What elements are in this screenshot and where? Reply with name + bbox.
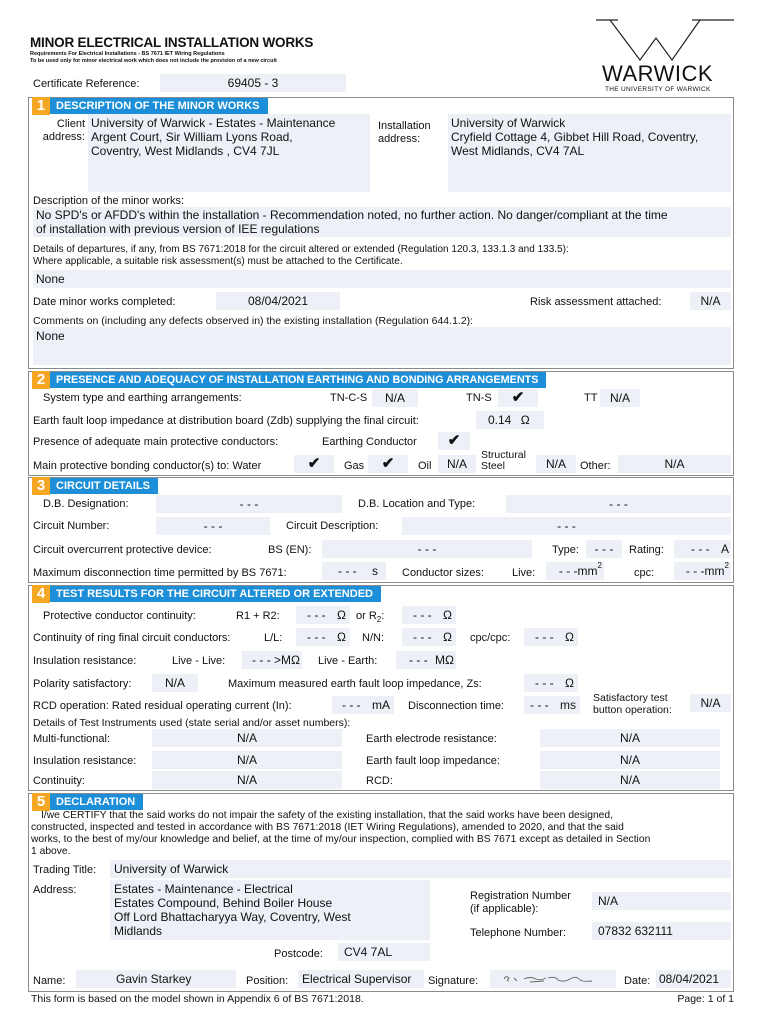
live-earth-value: - - - xyxy=(409,653,428,667)
live-live-label: Live - Live: xyxy=(172,655,226,667)
zdb-label: Earth fault loop impedance at distribution board (Zdb) supplying the final circuit: xyxy=(33,415,419,427)
client-label-line-2: address: xyxy=(42,131,85,143)
live-live-value: - - - > xyxy=(252,653,282,667)
cpc-size-field[interactable] xyxy=(674,562,731,580)
declaration-address-field[interactable] xyxy=(110,880,430,940)
or-r2-subscript: 2 xyxy=(376,615,382,625)
water-label: Water xyxy=(232,460,262,472)
bsen-label: BS (EN): xyxy=(268,544,312,556)
ll-label: L/L: xyxy=(264,632,283,644)
max-disconnection-label: Maximum disconnection time permitted by BS 7671: xyxy=(33,567,287,579)
water-checkbox[interactable]: ✔ xyxy=(294,455,334,473)
bsen-field[interactable]: - - - xyxy=(322,540,532,558)
test-instruments-label: Details of Test Instruments used (state serial and/or asset numbers): xyxy=(33,717,351,729)
max-disconnection-field[interactable] xyxy=(322,562,386,580)
declaration-line-1: I/we CERTIFY that the said works do not impair the safety of the existing installation, that the said works have been designed, xyxy=(41,810,613,821)
warwick-logo-mark-icon xyxy=(596,14,734,64)
live-earth-field[interactable] xyxy=(396,651,456,669)
cpc-cpc-unit: Ω xyxy=(565,630,574,644)
client-label-line-1: Client xyxy=(56,118,85,130)
cpc-cpc-label: cpc/cpc: xyxy=(470,632,511,644)
description-field[interactable] xyxy=(33,207,731,237)
section-2-title: PRESENCE AND ADEQUACY OF INSTALLATION EARTHING AND BONDING ARRANGEMENTS xyxy=(50,372,546,388)
system-type-label: System type and earthing arrangements: xyxy=(43,392,242,404)
form-subtitle-2: To be used only for minor electrical work which does not include the provision of a new circuit xyxy=(30,58,277,64)
registration-label-line-2: (if applicable): xyxy=(470,903,539,915)
declaration-line-4: 1 above. xyxy=(31,846,71,857)
r1r2-unit: Ω xyxy=(337,608,346,622)
live-earth-label: Live - Earth: xyxy=(318,655,378,667)
cpc-size-unit: mm xyxy=(704,564,725,578)
db-location-label: D.B. Location and Type: xyxy=(358,498,476,510)
signature-label: Signature: xyxy=(428,975,479,987)
declaration-address-label: Address: xyxy=(33,884,77,896)
live-live-field[interactable] xyxy=(242,651,302,669)
tncs-label: TN-C-S xyxy=(330,392,368,404)
registration-label-line-1: Registration Number xyxy=(470,890,571,902)
rcd-instrument-field[interactable]: N/A xyxy=(540,771,720,789)
live-live-unit: MΩ xyxy=(281,653,300,667)
installation-label-line-1: Installation xyxy=(378,120,431,132)
rcd-instrument-label: RCD: xyxy=(366,775,393,787)
installation-address-line-2: Cryfield Cottage 4, Gibbet Hill Road, Coventry, xyxy=(451,130,699,144)
multi-functional-label: Multi-functional: xyxy=(33,733,111,745)
signature-field[interactable] xyxy=(490,970,616,988)
insulation-instrument-label: Insulation resistance: xyxy=(33,755,137,767)
departures-label-line-2: Where applicable, a suitable risk assessment(s) must be attached to the Certificate. xyxy=(33,256,403,267)
bonding-label xyxy=(33,460,261,472)
structural-steel-label-line-2: Steel xyxy=(481,460,505,472)
section-5-header xyxy=(32,794,143,810)
efli-instrument-field[interactable]: N/A xyxy=(540,751,720,769)
client-address-line-3: Coventry, West Midlands , CV4 7JL xyxy=(91,144,280,158)
zs-label: Maximum measured earth fault loop impedance, Zs: xyxy=(228,678,482,690)
zdb-value: 0.14 xyxy=(488,413,512,427)
structural-steel-field[interactable]: N/A xyxy=(536,455,576,473)
departures-label xyxy=(33,244,569,268)
section-5-number: 5 xyxy=(32,793,50,811)
r1r2-value: - - - xyxy=(307,608,326,622)
section-3-number: 3 xyxy=(32,477,50,495)
comments-field[interactable]: None xyxy=(33,327,731,365)
section-5-title: DECLARATION xyxy=(50,794,143,810)
tns-label: TN-S xyxy=(466,392,492,404)
earth-electrode-label: Earth electrode resistance: xyxy=(366,733,497,745)
risk-assessment-field[interactable]: N/A xyxy=(690,292,731,310)
db-location-field[interactable]: - - - xyxy=(506,495,731,513)
structural-steel-label xyxy=(481,450,526,472)
installation-label xyxy=(378,120,431,146)
efli-instrument-label: Earth fault loop impedance: xyxy=(366,755,500,767)
satisfactory-test-field[interactable]: N/A xyxy=(690,694,731,712)
live-size-label: Live: xyxy=(512,567,536,579)
live-size-unit: mm xyxy=(577,564,598,578)
rcd-current-unit: mA xyxy=(372,698,390,712)
declaration-address-line-3: Off Lord Bhattacharyya Way, Coventry, West xyxy=(114,910,351,924)
cpc-cpc-value: - - - xyxy=(535,630,554,644)
ll-unit: Ω xyxy=(337,630,346,644)
installation-address-line-1: University of Warwick xyxy=(451,116,566,130)
rating-value: - - - xyxy=(690,542,710,556)
ll-field[interactable] xyxy=(296,628,350,646)
form-title: MINOR ELECTRICAL INSTALLATION WORKS xyxy=(30,35,314,50)
postcode-field[interactable]: CV4 7AL xyxy=(338,943,430,961)
trading-title-label: Trading Title: xyxy=(33,864,97,876)
r2-field[interactable] xyxy=(402,606,456,624)
page-number: Page: 1 of 1 xyxy=(677,993,734,1005)
disconnection-time-label: Disconnection time: xyxy=(408,700,504,712)
section-4-header xyxy=(32,586,381,602)
earth-electrode-field[interactable]: N/A xyxy=(540,729,720,747)
polarity-field[interactable]: N/A xyxy=(152,674,198,692)
oil-field[interactable]: N/A xyxy=(438,455,476,473)
db-designation-label: D.B. Designation: xyxy=(43,498,129,510)
client-address-line-1: University of Warwick - Estates - Maintenance xyxy=(91,116,336,130)
continuity-instrument-field[interactable]: N/A xyxy=(152,771,342,789)
insulation-instrument-field[interactable]: N/A xyxy=(152,751,342,769)
conductor-sizes-label: Conductor sizes: xyxy=(402,567,484,579)
r1r2-field[interactable] xyxy=(296,606,350,624)
circuit-description-field[interactable]: - - - xyxy=(402,517,731,535)
main-protective-label: Presence of adequate main protective conductors: xyxy=(33,436,279,448)
zs-unit: Ω xyxy=(565,676,574,690)
r1r2-label: R1 + R2: xyxy=(236,610,280,622)
db-designation-field[interactable]: - - - xyxy=(156,495,342,513)
installation-label-line-2: address: xyxy=(378,133,421,145)
rcd-current-field[interactable] xyxy=(332,696,394,714)
trading-title-field[interactable]: University of Warwick xyxy=(110,860,731,878)
continuity-instrument-label: Continuity: xyxy=(33,775,85,787)
section-3-header xyxy=(32,478,158,494)
other-field[interactable]: N/A xyxy=(618,455,731,473)
ocpd-label: Circuit overcurrent protective device: xyxy=(33,544,212,556)
position-label: Position: xyxy=(246,975,289,987)
form-subtitle-1: Requirements For Electrical Installations - BS 7671 IET Wiring Regulations xyxy=(30,51,225,57)
tncs-field[interactable]: N/A xyxy=(372,389,418,407)
logo-subtext: THE UNIVERSITY OF WARWICK xyxy=(605,86,711,93)
live-size-squared: 2 xyxy=(597,561,602,570)
registration-field[interactable]: N/A xyxy=(592,892,731,910)
multi-functional-field[interactable]: N/A xyxy=(152,729,342,747)
rcd-current-value: - - - xyxy=(342,698,361,712)
description-line-1: No SPD's or AFDD's within the installation - Recommendation noted, no further action. No danger/compliant at the time xyxy=(36,208,668,222)
or-r2-text: or R xyxy=(356,610,377,622)
zdb-field[interactable] xyxy=(476,411,544,429)
structural-steel-label-line-1: Structural xyxy=(481,449,526,461)
gas-label: Gas xyxy=(344,460,365,472)
pcc-label: Protective conductor continuity: xyxy=(43,610,196,622)
position-field[interactable]: Electrical Supervisor xyxy=(298,970,424,988)
cpc-size-value: - - - xyxy=(685,564,705,578)
tns-checkbox[interactable]: ✔ xyxy=(498,389,538,407)
cert-ref-field[interactable]: 69405 - 3 xyxy=(160,74,346,92)
warwick-logo xyxy=(596,14,734,96)
departures-field[interactable]: None xyxy=(33,270,731,288)
circuit-number-field[interactable]: - - - xyxy=(156,517,270,535)
disconnection-time-value: - - - xyxy=(530,698,549,712)
logo-wordmark: WARWICK xyxy=(602,61,714,86)
r2-value: - - - xyxy=(413,608,432,622)
tt-field[interactable]: N/A xyxy=(600,389,640,407)
disconnection-time-unit: ms xyxy=(560,698,576,712)
comments-label: Comments on (including any defects observed in) the existing installation (Regulation 644.1.2): xyxy=(33,315,474,327)
client-address-field[interactable] xyxy=(88,114,370,192)
declaration-line-3: works, to the best of my/our knowledge and belief, at the time of my/our inspection, complied with BS 7671 except as detailed in Section xyxy=(31,834,651,845)
section-3-title: CIRCUIT DETAILS xyxy=(50,478,158,494)
satisfactory-test-label-line-1: Satisfactory test xyxy=(593,692,668,704)
live-size-field[interactable] xyxy=(546,562,604,580)
polarity-label: Polarity satisfactory: xyxy=(33,678,132,690)
satisfactory-test-label-line-2: button operation: xyxy=(593,704,672,716)
rating-field[interactable] xyxy=(674,540,731,558)
gas-checkbox[interactable]: ✔ xyxy=(368,455,408,473)
cert-ref-label: Certificate Reference: xyxy=(33,78,140,90)
live-earth-unit: MΩ xyxy=(435,653,454,667)
rating-unit: A xyxy=(720,542,729,556)
nn-field[interactable] xyxy=(402,628,456,646)
nn-label: N/N: xyxy=(362,632,384,644)
cpc-cpc-field[interactable] xyxy=(524,628,578,646)
client-label xyxy=(33,118,85,144)
max-disconnection-unit: s xyxy=(372,564,378,578)
registration-label xyxy=(470,890,571,916)
footer-note: This form is based on the model shown in Appendix 6 of BS 7671:2018. xyxy=(31,993,364,1005)
postcode-label: Postcode: xyxy=(274,948,323,960)
rating-label: Rating: xyxy=(629,544,664,556)
circuit-number-label: Circuit Number: xyxy=(33,520,110,532)
telephone-field[interactable]: 07832 632111 xyxy=(592,922,731,940)
signature-image xyxy=(490,970,616,988)
installation-address-line-3: West Midlands, CV4 7AL xyxy=(451,144,585,158)
declaration-text xyxy=(31,810,733,858)
declaration-date-field[interactable]: 08/04/2021 xyxy=(656,970,731,988)
other-label: Other: xyxy=(580,460,611,472)
zdb-unit: Ω xyxy=(520,413,530,427)
description-label: Description of the minor works: xyxy=(33,195,184,207)
ring-continuity-label: Continuity of ring final circuit conductors: xyxy=(33,632,231,644)
live-size-value: - - - xyxy=(558,564,578,578)
zs-field[interactable] xyxy=(524,674,578,692)
date-completed-field[interactable]: 08/04/2021 xyxy=(216,292,340,310)
zs-value: - - - xyxy=(535,676,554,690)
declaration-address-line-2: Estates Compound, Behind Boiler House xyxy=(114,896,333,910)
telephone-label: Telephone Number: xyxy=(470,927,567,939)
nn-value: - - - xyxy=(413,630,432,644)
name-label: Name: xyxy=(33,975,66,987)
type-label: Type: xyxy=(552,544,579,556)
departures-label-line-1: Details of departures, if any, from BS 7671:2018 for the circuit altered or extended (Regulation 120.3, 133.1.3 and 133.5): xyxy=(33,244,569,255)
circuit-description-label: Circuit Description: xyxy=(286,520,379,532)
satisfactory-test-label xyxy=(593,692,672,716)
section-2-header xyxy=(32,372,546,388)
ll-value: - - - xyxy=(307,630,326,644)
tt-label: TT xyxy=(584,392,598,404)
declaration-address-line-1: Estates - Maintenance - Electrical xyxy=(114,882,293,896)
nn-unit: Ω xyxy=(443,630,452,644)
section-1-number: 1 xyxy=(32,97,50,115)
rcd-operation-label: RCD operation: Rated residual operating current (In): xyxy=(33,700,292,712)
earthing-conductor-label: Earthing Conductor xyxy=(322,436,417,448)
section-1-title: DESCRIPTION OF THE MINOR WORKS xyxy=(50,98,268,114)
declaration-line-2: constructed, inspected and tested in accordance with BS 7671:2018 (IET Wiring Regulations), amended to 2020, and that the said xyxy=(31,822,624,833)
section-4-title: TEST RESULTS FOR THE CIRCUIT ALTERED OR EXTENDED xyxy=(50,586,381,602)
bonding-label-text: Main protective bonding conductor(s) to: xyxy=(33,460,230,472)
max-disconnection-value: - - - xyxy=(338,564,357,578)
earthing-conductor-checkbox[interactable]: ✔ xyxy=(438,432,470,450)
disconnection-time-field[interactable] xyxy=(524,696,580,714)
name-field[interactable]: Gavin Starkey xyxy=(76,970,236,988)
declaration-address-line-4: Midlands xyxy=(114,924,163,938)
client-address-line-2: Argent Court, Sir William Lyons Road, xyxy=(91,130,293,144)
description-line-2: of installation with previous version of IEE regulations xyxy=(36,222,320,236)
or-r2-label: or $R_2$: xyxy=(356,610,385,625)
r2-unit: Ω xyxy=(443,608,452,622)
installation-address-field[interactable] xyxy=(448,114,731,192)
type-field[interactable]: - - - xyxy=(586,540,622,558)
section-2-number: 2 xyxy=(32,371,50,389)
cpc-size-squared: 2 xyxy=(724,561,729,570)
cpc-size-label: cpc: xyxy=(634,567,655,579)
oil-label: Oil xyxy=(418,460,432,472)
date-completed-label: Date minor works completed: xyxy=(33,296,176,308)
insulation-resistance-label: Insulation resistance: xyxy=(33,655,137,667)
risk-assessment-label: Risk assessment attached: xyxy=(530,296,662,308)
section-4-number: 4 xyxy=(32,585,50,603)
section-1-header xyxy=(32,98,268,114)
declaration-date-label: Date: xyxy=(624,975,651,987)
